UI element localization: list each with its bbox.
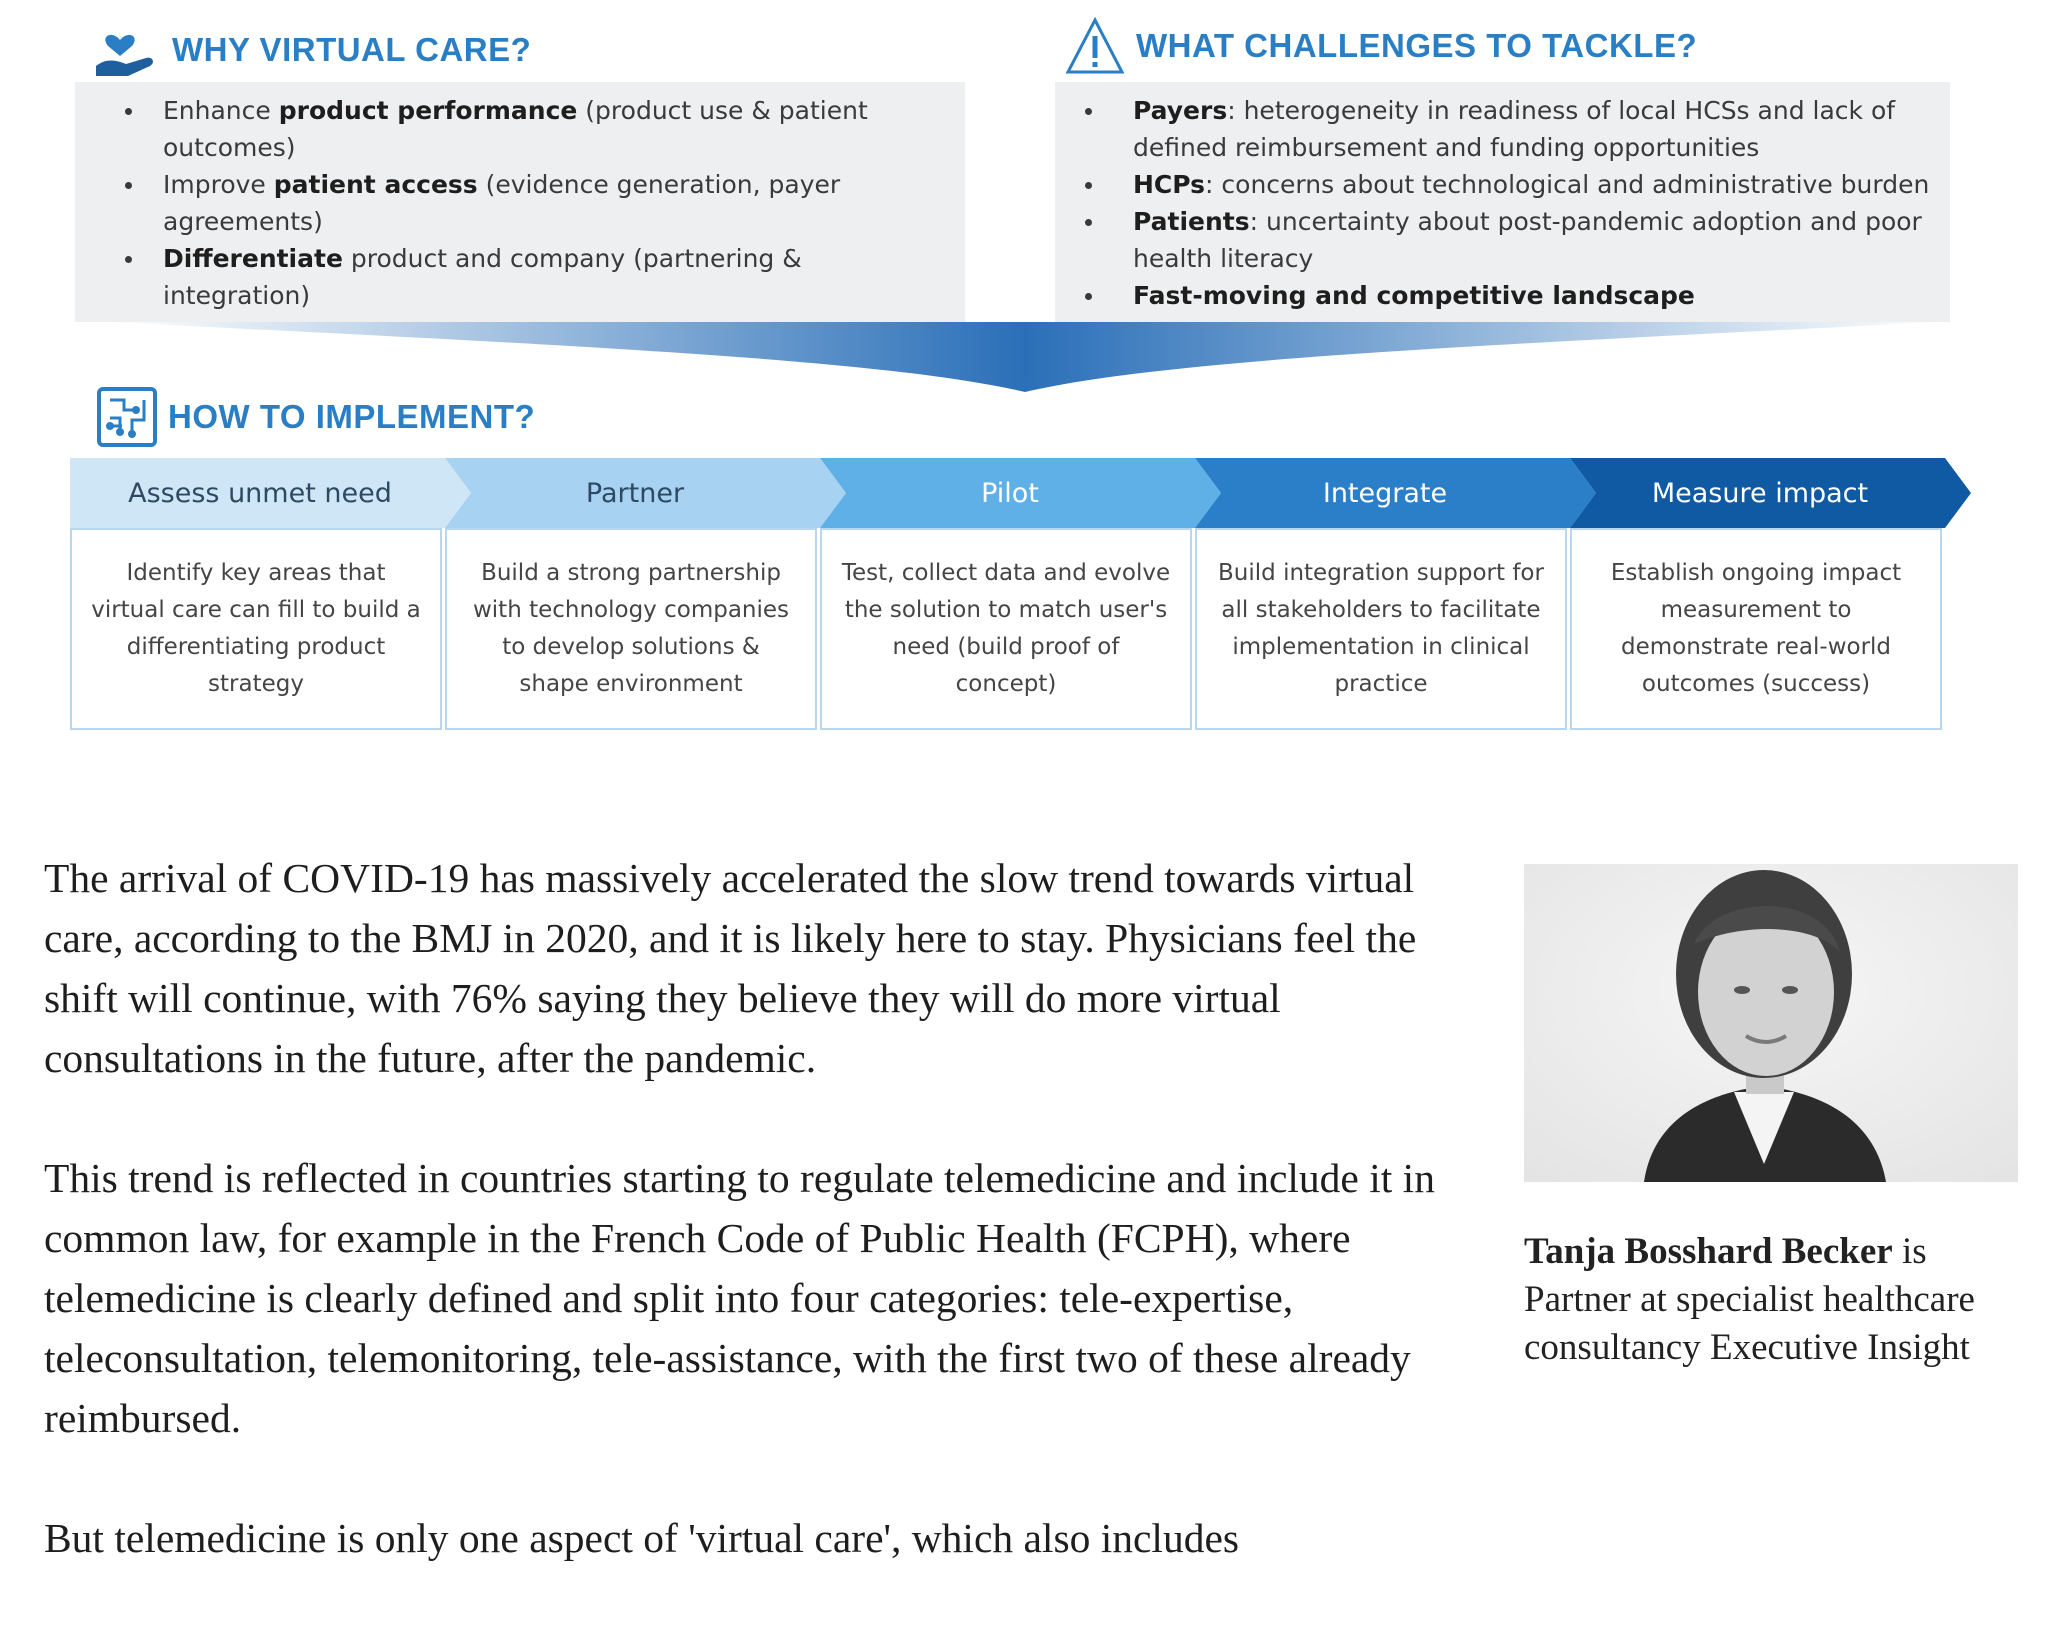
why-virtual-care-header — [92, 22, 531, 78]
implementation-steps — [70, 458, 1975, 738]
circuit-board-icon — [96, 386, 158, 448]
merge-arrow — [110, 318, 1940, 394]
challenges-list — [1071, 92, 1936, 314]
why-item: Improve patient access (evidence generation, payer agreements) — [111, 166, 955, 240]
implement-header — [96, 386, 535, 448]
challenges-title: WHAT CHALLENGES TO TACKLE? — [1136, 27, 1698, 64]
step-desc-integrate: Build integration support for all stakeholders to facilitate implementation in clinical practice — [1195, 528, 1567, 730]
step-label-integrate: Integrate — [1322, 477, 1448, 509]
why-item: Differentiate product and company (partnering & integration) — [111, 240, 955, 314]
author-caption: Tanja Bosshard Becker is Partner at specialist healthcare consultancy Executive Insight — [1524, 1228, 2024, 1372]
implement-title: HOW TO IMPLEMENT? — [168, 398, 536, 435]
why-virtual-care-title: WHY VIRTUAL CARE? — [172, 31, 532, 68]
step-label-pilot: Pilot — [981, 477, 1039, 509]
why-item: Enhance product performance (product use & patient outcomes) — [111, 92, 955, 166]
step-label-measure: Measure impact — [1651, 477, 1869, 509]
challenges-box — [1055, 82, 1950, 322]
challenges-header — [1064, 16, 1697, 76]
challenge-item: Payers: heterogeneity in readiness of local HCSs and lack of defined reimbursement and funding opportunities — [1071, 92, 1936, 166]
author-photo — [1524, 864, 2018, 1182]
author-role: Partner at specialist healthcare consultancy Executive Insight — [1524, 1279, 1975, 1368]
article-paragraph: The arrival of COVID-19 has massively accelerated the slow trend towards virtual care, according to the BMJ in 2020, and it is likely here to stay. Physicians feel the shift will continue, with 76% saying they believe they will do more virtual consultations in the future, after the pandemic. — [44, 855, 1417, 1081]
article-paragraph: This trend is reflected in countries starting to regulate telemedicine and include it in common law, for example in the French Code of Public Health (FCPH), where telemedicine is clearly defined and split into four categories: tele-expertise, teleconsultation, telemonitoring, tele-assistance, with the first two of these already reimbursed. — [44, 1155, 1435, 1441]
hand-heart-icon — [92, 22, 162, 78]
warning-triangle-icon — [1064, 16, 1126, 76]
author-name: Tanja Bosshard Becker — [1524, 1231, 1893, 1272]
step-desc-pilot: Test, collect data and evolve the solution to match user's need (build proof of concept) — [820, 528, 1192, 730]
challenge-item: HCPs: concerns about technological and administrative burden — [1071, 166, 1936, 203]
article-paragraph: But telemedicine is only one aspect of 'virtual care', which also includes — [44, 1515, 1240, 1561]
challenge-item: Patients: uncertainty about post-pandemic adoption and poor health literacy — [1071, 203, 1936, 277]
step-desc-assess: Identify key areas that virtual care can fill to build a differentiating product strategy — [70, 528, 442, 730]
why-virtual-care-box — [75, 82, 965, 322]
step-label-assess: Assess unmet need — [128, 477, 392, 509]
step-desc-measure: Establish ongoing impact measurement to demonstrate real-world outcomes (success) — [1570, 528, 1942, 730]
step-label-partner: Partner — [585, 477, 685, 509]
why-list — [111, 92, 955, 314]
challenge-item: Fast-moving and competitive landscape — [1071, 277, 1936, 314]
step-desc-partner: Build a strong partnership with technology companies to develop solutions & shape environment — [445, 528, 817, 730]
article-body — [44, 848, 1494, 1628]
